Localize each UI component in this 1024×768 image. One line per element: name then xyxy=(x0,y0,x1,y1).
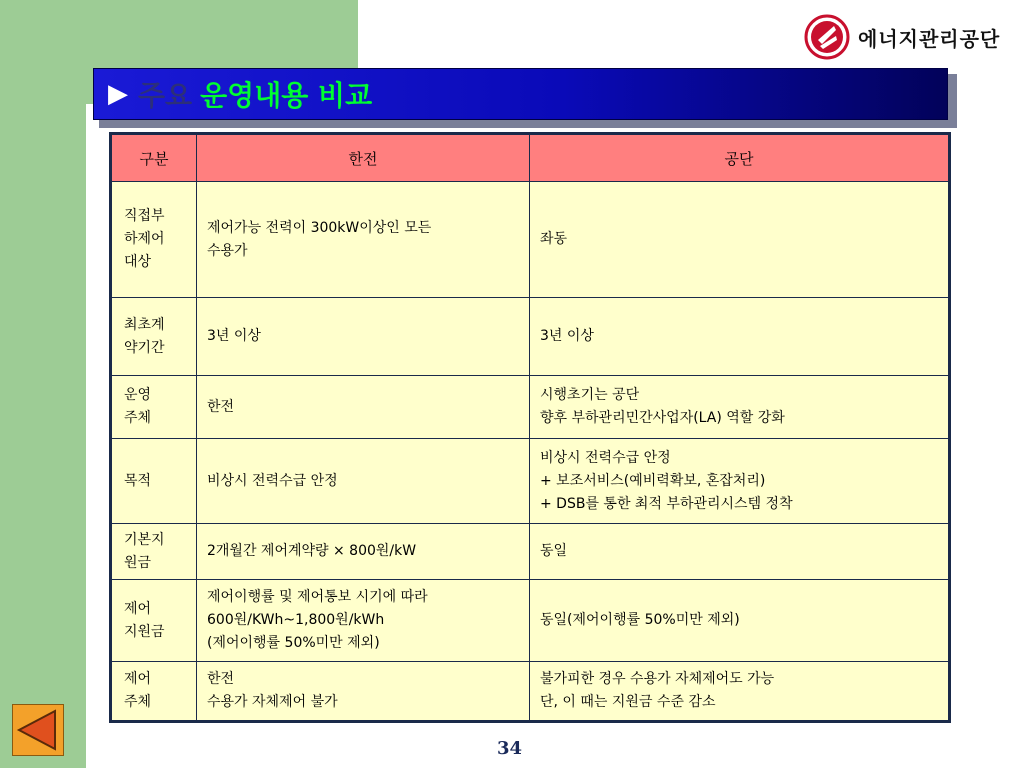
comparison-table xyxy=(109,132,951,723)
table-row xyxy=(111,580,950,662)
row-kepco: 2개월간 제어계약량 × 800원/kW xyxy=(197,524,530,580)
row-category: 목적 xyxy=(111,439,197,524)
title-prefix: 주요 xyxy=(138,79,193,112)
row-agency: 비상시 전력수급 안정 + 보조서비스(예비력확보, 혼잡처리) + DSB를 통한 최적 부하관리시스템 정착 xyxy=(530,439,950,524)
row-kepco: 제어가능 전력이 300kW이상인 모든 수용가 xyxy=(197,182,530,298)
table-row xyxy=(111,182,950,298)
row-category: 기본지 원금 xyxy=(111,524,197,580)
row-kepco: 제어이행률 및 제어통보 시기에 따라 600원/KWh~1,800원/kWh (제어이행률 50%미만 제외) xyxy=(197,580,530,662)
row-agency: 동일 xyxy=(530,524,950,580)
row-agency: 불가피한 경우 수용가 자체제어도 가능 단, 이 때는 지원금 수준 감소 xyxy=(530,662,950,722)
page-title xyxy=(93,68,948,120)
row-agency: 좌동 xyxy=(530,182,950,298)
header-kepco: 한전 xyxy=(197,134,530,182)
title-main: 운영내용 비교 xyxy=(200,79,373,112)
row-agency: 시행초기는 공단 향후 부하관리민간사업자(LA) 역할 강화 xyxy=(530,376,950,439)
logo xyxy=(804,14,1000,60)
table-row xyxy=(111,524,950,580)
row-category: 제어 주체 xyxy=(111,662,197,722)
row-kepco: 한전 xyxy=(197,376,530,439)
table-header-row xyxy=(111,134,950,182)
play-bullet-icon: ▶ xyxy=(108,79,128,109)
row-kepco: 한전 수용가 자체제어 불가 xyxy=(197,662,530,722)
row-agency: 3년 이상 xyxy=(530,298,950,376)
logo-mark-icon xyxy=(804,14,850,60)
back-button[interactable] xyxy=(12,704,64,756)
page-number: 34 xyxy=(497,738,523,759)
table-row xyxy=(111,376,950,439)
table-row xyxy=(111,439,950,524)
table-row xyxy=(111,662,950,722)
table-row xyxy=(111,298,950,376)
decor-green-left xyxy=(0,0,86,768)
logo-text: 에너지관리공단 xyxy=(858,26,1001,51)
header-category: 구분 xyxy=(111,134,197,182)
row-category: 최초계 약기간 xyxy=(111,298,197,376)
row-category: 운영 주체 xyxy=(111,376,197,439)
row-category: 제어 지원금 xyxy=(111,580,197,662)
row-kepco: 비상시 전력수급 안정 xyxy=(197,439,530,524)
row-agency: 동일(제어이행률 50%미만 제외) xyxy=(530,580,950,662)
row-kepco: 3년 이상 xyxy=(197,298,530,376)
row-category: 직접부 하제어 대상 xyxy=(111,182,197,298)
triangle-left-icon xyxy=(13,705,63,755)
header-agency: 공단 xyxy=(530,134,950,182)
